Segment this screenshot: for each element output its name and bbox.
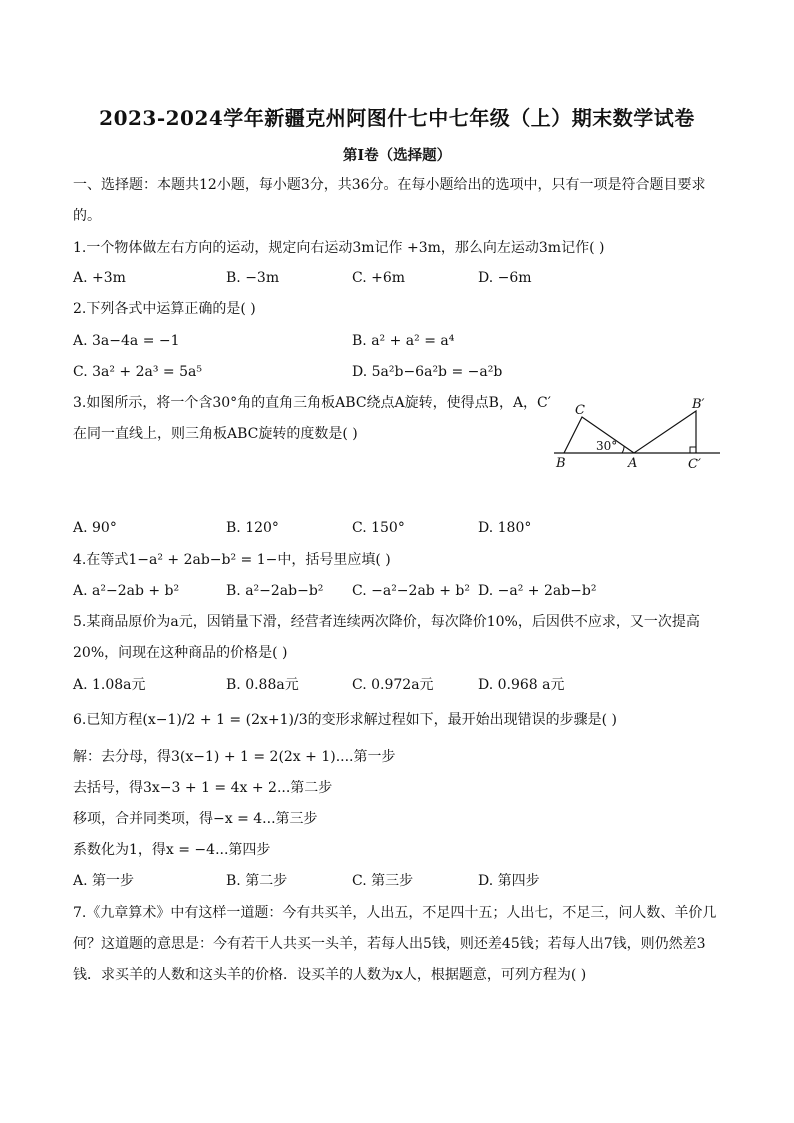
option-c: C. 150°	[352, 520, 405, 536]
question-4-stem: 4.在等式1−a² + 2ab−b² = 1−中，括号里应填( )	[73, 552, 391, 568]
option-a: A. 第一步	[73, 873, 135, 889]
question-6-step4: 系数化为1，得x = −4...第四步	[73, 842, 271, 858]
option-d: D. 第四步	[478, 873, 540, 889]
option-d: D. −6m	[478, 270, 532, 286]
question-1-options	[0, 268, 794, 288]
option-c: C. 3a² + 2a³ = 5a⁵	[73, 364, 202, 380]
question-4-options	[0, 581, 794, 601]
option-d: D. 180°	[478, 520, 532, 536]
question-2-options-row2	[0, 362, 794, 382]
label-b: B	[556, 456, 566, 471]
option-a: A. 90°	[73, 520, 117, 536]
option-a: A. 3a−4a = −1	[73, 333, 180, 349]
question-3-stem-line2: 在同一直线上，则三角板ABC旋转的度数是( )	[73, 426, 358, 442]
question-2-stem: 2.下列各式中运算正确的是( )	[73, 301, 256, 317]
option-b: B. a²−2ab−b²	[226, 583, 324, 599]
question-5-stem-line1: 5.某商品原价为a元，因销量下滑，经营者连续两次降价，每次降价10%，后因供不应求，又一次提高	[73, 614, 700, 630]
option-d: D. 0.968 a元	[478, 677, 565, 693]
question-1-stem: 1.一个物体做左右方向的运动，规定向右运动3m记作 +3m，那么向左运动3m记作( )	[73, 240, 605, 256]
question-7-stem-line1: 7.《九章算术》中有这样一道题：今有共买羊，人出五，不足四十五；人出七，不足三，问人数、羊价几	[73, 905, 717, 921]
right-angle-mark	[690, 447, 696, 453]
question-5-stem-line2: 20%，问现在这种商品的价格是( )	[73, 645, 288, 661]
question-7-stem-line3: 钱．求买羊的人数和这头羊的价格．设买羊的人数为x人，根据题意，可列方程为( )	[73, 967, 587, 983]
option-c: C. 第三步	[352, 873, 414, 889]
page-title: 2023-2024学年新疆克州阿图什七中七年级（上）期末数学试卷	[99, 106, 695, 130]
option-c: C. 0.972a元	[352, 677, 434, 693]
question-6-step3: 移项，合并同类项，得−x = 4...第三步	[73, 811, 318, 827]
question-7-stem-line2: 何？这道题的意思是：今有若干人共买一头羊，若每人出5钱，则还差45钱；若每人出7钱，则仍然差3	[73, 936, 706, 952]
question-6-stem: 6.已知方程(x−1)/2 + 1 = (2x+1)/3的变形求解过程如下，最开始出现错误的步骤是( )	[73, 712, 617, 728]
section-instructions-line1: 一、选择题：本题共12小题，每小题3分，共36分。在每小题给出的选项中，只有一项是符合题目要求	[73, 177, 706, 193]
label-b-prime: B′	[692, 397, 705, 412]
angle-arc	[622, 446, 624, 453]
question-2-options-row1	[0, 331, 794, 351]
option-c: C. −a²−2ab + b²	[352, 583, 470, 599]
option-a: A. 1.08a元	[73, 677, 146, 693]
option-b: B. 120°	[226, 520, 279, 536]
label-a: A	[628, 456, 638, 471]
option-b: B. a² + a² = a⁴	[352, 333, 455, 349]
question-6-options	[0, 871, 794, 891]
option-b: B. 第二步	[226, 873, 288, 889]
option-a: A. +3m	[73, 270, 126, 286]
option-b: B. 0.88a元	[226, 677, 299, 693]
question-3-stem-line1: 3.如图所示，将一个含30°角的直角三角板ABC绕点A旋转，使得点B，A，C′	[73, 395, 551, 411]
option-b: B. −3m	[226, 270, 280, 286]
question-6-step2: 去括号，得3x−3 + 1 = 4x + 2...第二步	[73, 780, 333, 796]
triangle-rotation-figure	[548, 395, 728, 475]
question-6-step1: 解：去分母，得3(x−1) + 1 = 2(2x + 1)....第一步	[73, 749, 396, 765]
question-5-options	[0, 675, 794, 695]
option-d: D. −a² + 2ab−b²	[478, 583, 597, 599]
label-angle-30: 30°	[596, 439, 618, 453]
label-c: C	[575, 403, 585, 418]
section-instructions-line2: 的。	[73, 208, 101, 224]
option-c: C. +6m	[352, 270, 406, 286]
section-subtitle: 第Ⅰ卷（选择题）	[342, 147, 452, 164]
triangle-ab-prime-c-prime	[634, 411, 696, 453]
label-c-prime: C′	[688, 457, 701, 472]
option-d: D. 5a²b−6a²b = −a²b	[352, 364, 503, 380]
option-a: A. a²−2ab + b²	[73, 583, 180, 599]
question-3-options	[0, 518, 794, 538]
